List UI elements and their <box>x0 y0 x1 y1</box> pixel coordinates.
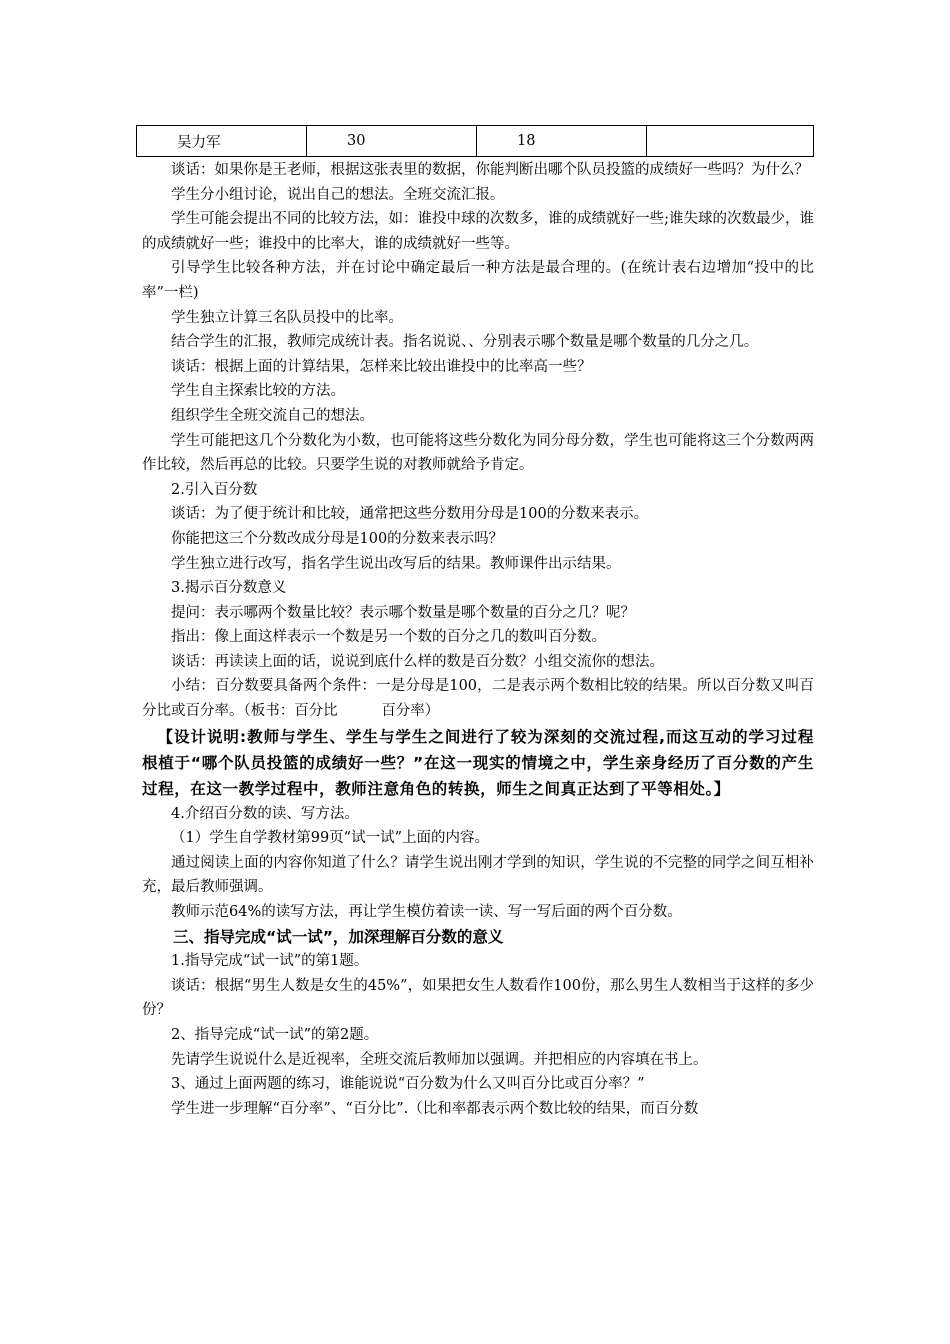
paragraph: （1）学生自学教材第99页“试一试”上面的内容。 <box>171 830 489 847</box>
paragraph: 谈话：根据上面的计算结果，怎样来比较出谁投中的比率高一些？ <box>171 358 592 375</box>
section-title: 3.揭示百分数意义 <box>171 580 287 597</box>
table-row <box>137 126 814 157</box>
design-note: 【设计说明:教师与学生、学生与学生之间进行了较为深刻的交流过程,而这互动的学习过程根植于“哪个队员投篮的成绩好一些？”在这一现实的情境之中，学生亲身经历了百分数的产生过程，在这一教学过程中，教师注意角色的转换，师生之间真正达到了平等相处。】 <box>142 727 814 798</box>
paragraph: 学生独立进行改写，指名学生说出改写后的结果。教师课件出示结果。 <box>171 555 621 572</box>
paragraph: 教师示范64%的读写方法，再让学生模仿着读一读、写一写后面的两个百分数。 <box>171 904 682 921</box>
paragraph: 1.指导完成“试一试”的第1题。 <box>171 953 369 970</box>
paragraph: 通过阅读上面的内容你知道了什么？请学生说出刚才学到的知识，学生说的不完整的同学之间互相补充，最后教师强调。 <box>142 854 814 896</box>
paragraph: 引导学生比较各种方法，并在讨论中确定最后一种方法是最合理的。(在统计表右边增加“投中的比率”一栏) <box>142 260 814 301</box>
paragraph: 学生独立计算三名队员投中的比率。 <box>171 309 403 326</box>
section-heading: 三、指导完成“试一试”，加深理解百分数的意义 <box>173 927 504 946</box>
paragraph: 谈话：为了便于统计和比较，通常把这些分数用分母是100的分数来表示。 <box>171 506 649 523</box>
paragraph: 提问：表示哪两个数量比较？表示哪个数量是哪个数量的百分之几？呢？ <box>171 604 635 621</box>
paragraph: 谈话：再读读上面的话，说说到底什么样的数是百分数？小组交流你的想法。 <box>171 653 664 670</box>
hits-cell: 18 <box>477 126 647 157</box>
paragraph: 学生进一步理解“百分率”、“百分比”.（比和率都表示两个数比较的结果，而百分数 <box>171 1100 699 1117</box>
paragraph: 3、通过上面两题的练习，谁能说说“百分数为什么又叫百分比或百分率？” <box>171 1076 645 1093</box>
paragraph: 指出：像上面这样表示一个数是另一个数的百分之几的数叫百分数。 <box>171 629 606 646</box>
paragraph: 谈话：根据“男生人数是女生的45%”，如果把女生人数看作100份，那么男生人数相当于这样的多少份？ <box>142 977 814 1019</box>
paragraph: 学生分小组讨论，说出自己的想法。全班交流汇报。 <box>171 186 505 203</box>
score-table <box>136 125 814 157</box>
paragraph: 学生可能会提出不同的比较方法，如：谁投中球的次数多，谁的成绩就好一些;谁失球的次数最少，谁的成绩就好一些；谁投中的比率大，谁的成绩就好一些等。 <box>142 211 814 252</box>
body-text <box>142 158 814 1121</box>
paragraph: 谈话：如果你是王老师，根据这张表里的数据，你能判断出哪个队员投篮的成绩好一些吗？为什么？ <box>171 162 809 178</box>
paragraph: 小结：百分数要具备两个条件：一是分母是100，二是表示两个数相比较的结果。所以百分数又叫百分比或百分率。（板书：百分比 百分率） <box>142 678 814 720</box>
paragraph: 2、指导完成“试一试”的第2题。 <box>171 1027 379 1043</box>
player-name-cell: 吴力军 <box>137 126 307 157</box>
paragraph: 组织学生全班交流自己的想法。 <box>171 407 374 424</box>
paragraph: 结合学生的汇报，教师完成统计表。指名说说、、分别表示哪个数量是哪个数量的几分之几。 <box>171 334 759 351</box>
section-title: 4.介绍百分数的读、写方法。 <box>171 805 359 822</box>
paragraph: 学生可能把这几个分数化为小数，也可能将这些分数化为同分母分数，学生也可能将这三个分数两两作比较，然后再总的比较。只要学生说的对教师就给予肯定。 <box>142 432 814 474</box>
rate-cell <box>647 126 814 157</box>
paragraph: 先请学生说说什么是近视率，全班交流后教师加以强调。并把相应的内容填在书上。 <box>171 1051 708 1068</box>
section-title: 2.引入百分数 <box>171 481 258 498</box>
shots-cell: 30 <box>307 126 477 157</box>
paragraph: 学生自主探索比较的方法。 <box>171 383 345 400</box>
paragraph: 你能把这三个分数改成分母是100的分数来表示吗？ <box>171 530 504 547</box>
